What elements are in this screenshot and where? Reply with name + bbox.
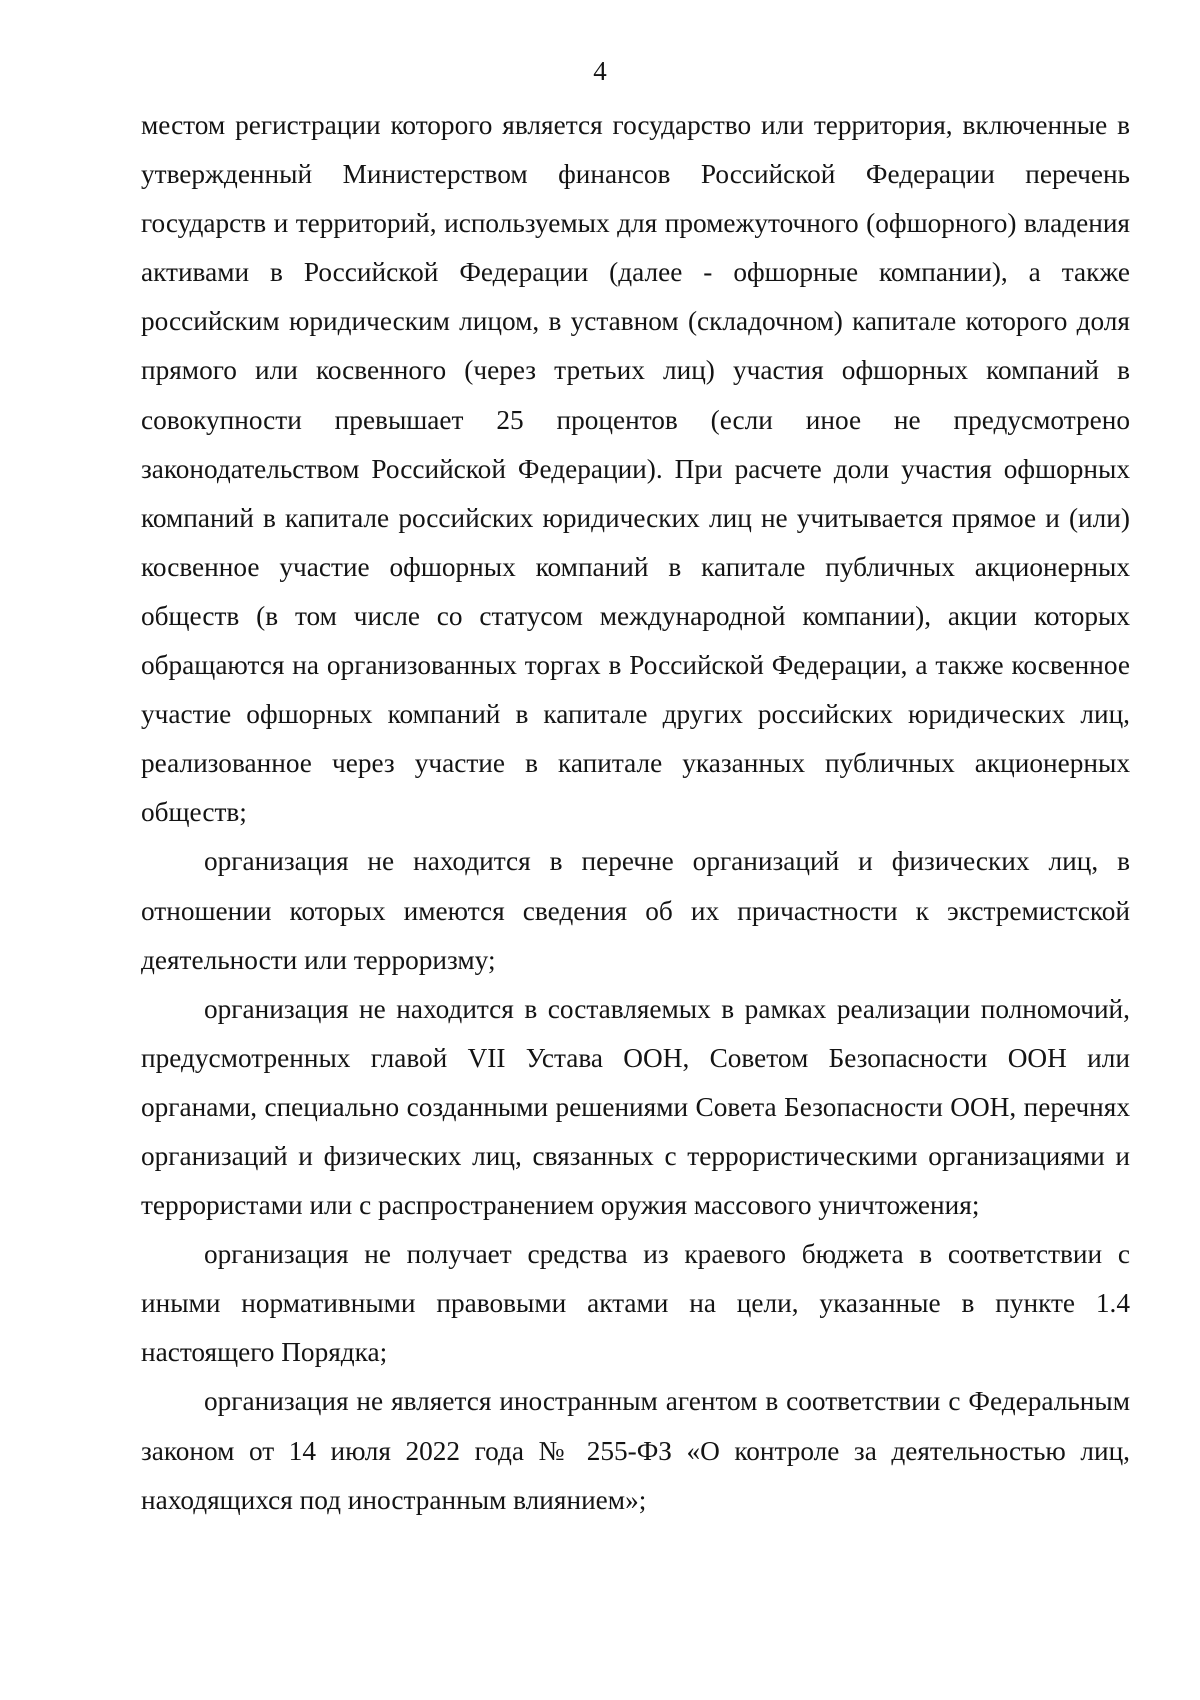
paragraph-regional-budget: организация не получает средства из краевого бюджета в соответствии с иными нормативными правовыми актами на цели, указанные в пункте 1.4 настоящего Порядка; — [141, 1239, 1130, 1368]
paragraph-offshore-continuation: местом регистрации которого является государство или территория, включенные в утвержденный Министерством финансов Российской Федерации перечень государств и территорий, используемых для промежуточного (офшорного) владения активами в Российской Федерации (далее - офшорные компании), а также российским юридическим лицом, в уставном (складочном) капитале которого доля прямого или косвенного (через третьих лиц) участия офшорных компаний в совокупности превышает 25 процентов (если иное не предусмотрено законодательством Российской Федерации). При расчете доли участия офшорных компаний в капитале российских юридических лиц не учитывается прямое и (или) косвенное участие офшорных компаний в капитале публичных акционерных обществ (в том числе со статусом международной компании), акции которых обращаются на организованных торгах в Российской Федерации, а также косвенное участие офшорных компаний в капитале других российских юридических лиц, реализованное через участие в капитале указанных публичных акционерных обществ; — [141, 110, 1130, 828]
paragraph-foreign-agent: организация не является иностранным агентом в соответствии с Федеральным законом от 14 июля 2022 года № 255-ФЗ «О контроле за деятельностью лиц, находящихся под иностранным влиянием»; — [141, 1386, 1130, 1515]
paragraph-extremism-list: организация не находится в перечне организаций и физических лиц, в отношении которых имеются сведения об их причастности к экстремистской деятельности или терроризму; — [141, 846, 1130, 975]
page-number: 4 — [593, 56, 607, 86]
document-body — [141, 101, 1130, 1525]
paragraph-un-sanctions-list: организация не находится в составляемых в рамках реализации полномочий, предусмотренных главой VII Устава ООН, Советом Безопасности ООН или органами, специально созданными решениями Совета Безопасности ООН, перечнях организаций и физических лиц, связанных с террористическими организациями и террористами или с распространением оружия массового уничтожения; — [141, 993, 1130, 1221]
